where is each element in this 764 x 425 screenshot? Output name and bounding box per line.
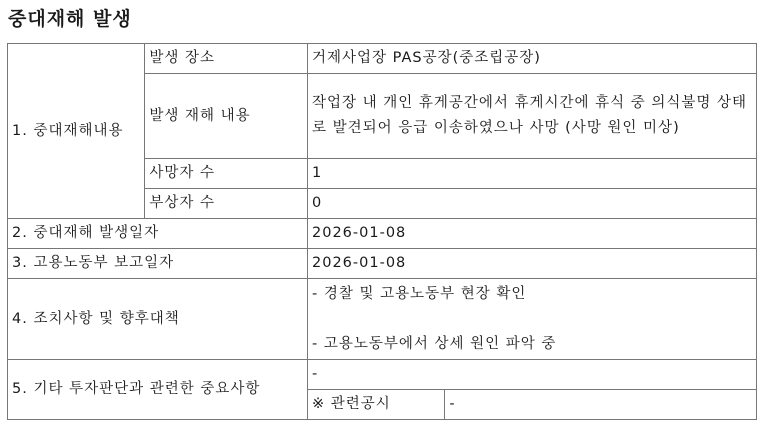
field-value-place: 거제사업장 PAS공장(중조립공장): [308, 44, 757, 74]
field-value-injured: 0: [308, 189, 757, 219]
field-value-related-disclosure: -: [445, 390, 757, 420]
field-value-deaths: 1: [308, 159, 757, 189]
measure-item: - 경찰 및 고용노동부 현장 확인: [312, 285, 527, 302]
field-value-content: 작업장 내 개인 휴게공간에서 휴게시간에 휴식 중 의식불명 상태로 발견되어 응급 이송하였으나 사망 (사망 원인 미상): [308, 74, 757, 159]
row-label-measures: 4. 조치사항 및 향후대책: [8, 279, 308, 360]
field-label-related-disclosure: ※ 관련공시: [308, 390, 445, 420]
field-value-report-date: 2026-01-08: [308, 249, 757, 279]
table-row: [8, 44, 757, 74]
field-value-other-matters: -: [308, 360, 757, 390]
disclosure-table: [7, 43, 757, 420]
row-label-accident-content: 1. 중대재해내용: [8, 44, 145, 219]
row-label-other-matters: 5. 기타 투자판단과 관련한 중요사항: [8, 360, 308, 420]
page-title: 중대재해 발생: [8, 8, 132, 30]
field-label-injured: 부상자 수: [145, 189, 308, 219]
row-label-report-date: 3. 고용노동부 보고일자: [8, 249, 308, 279]
field-label-deaths: 사망자 수: [145, 159, 308, 189]
table-row: [8, 249, 757, 279]
table-row: [8, 360, 757, 390]
field-value-occurrence-date: 2026-01-08: [308, 219, 757, 249]
table-row: [8, 219, 757, 249]
measure-item: - 고용노동부에서 상세 원인 파악 중: [312, 335, 557, 352]
field-label-content: 발생 재해 내용: [145, 74, 308, 159]
field-value-measures: [308, 279, 757, 360]
table-row: [8, 279, 757, 360]
field-label-place: 발생 장소: [145, 44, 308, 74]
row-label-occurrence-date: 2. 중대재해 발생일자: [8, 219, 308, 249]
